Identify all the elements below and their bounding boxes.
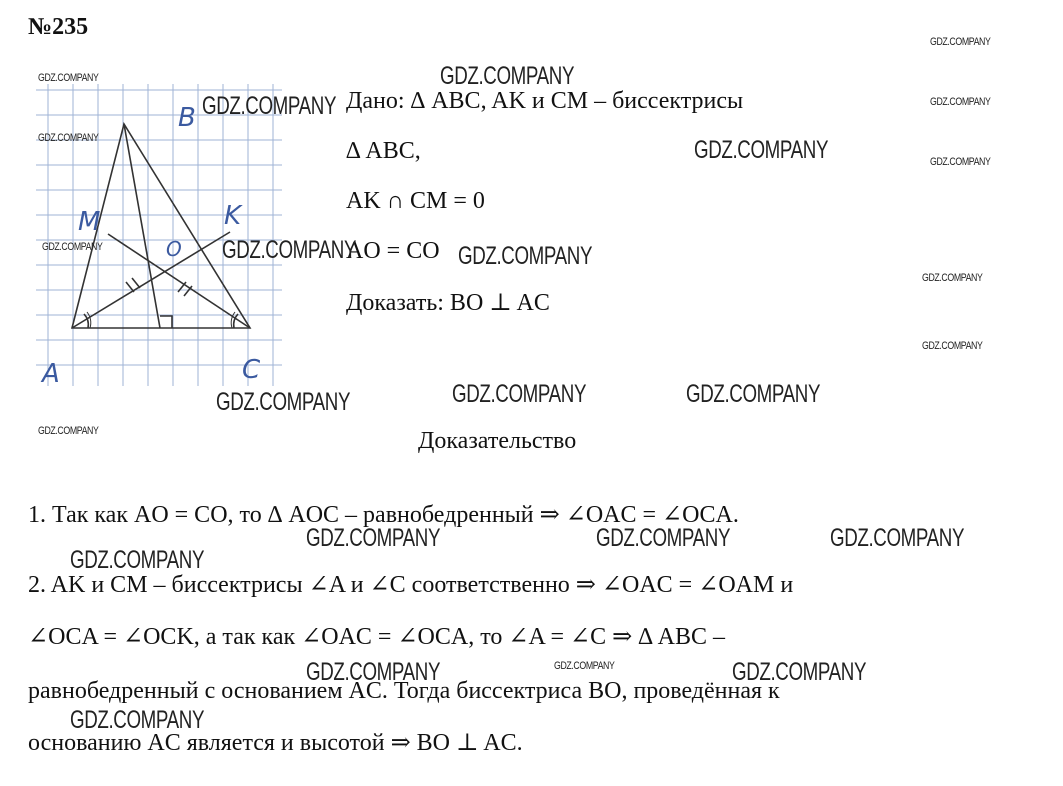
given-line-4: AO = CO: [346, 238, 440, 264]
given-line-2: ∆ ABC,: [346, 138, 421, 164]
watermark: GDZ.COMPANY: [686, 380, 821, 408]
triangle-figure: [36, 84, 282, 386]
watermark: GDZ.COMPANY: [222, 236, 357, 264]
watermark: GDZ.COMPANY: [306, 658, 441, 686]
watermark: GDZ.COMPANY: [930, 156, 991, 168]
watermark: GDZ.COMPANY: [306, 524, 441, 552]
watermark: GDZ.COMPANY: [694, 136, 829, 164]
problem-number: №235: [28, 14, 89, 40]
watermark: GDZ.COMPANY: [830, 524, 965, 552]
watermark: GDZ.COMPANY: [458, 242, 593, 270]
watermark: GDZ.COMPANY: [42, 241, 103, 253]
watermark: GDZ.COMPANY: [930, 96, 991, 108]
label-o: O: [166, 237, 182, 261]
proof-line-1: 1. Так как AO = CO, то ∆ AOC – равнобедренный ⇒ ∠OAC = ∠OCA.: [28, 502, 739, 528]
watermark: GDZ.COMPANY: [922, 272, 983, 284]
watermark: GDZ.COMPANY: [216, 388, 351, 416]
label-b: B: [178, 103, 196, 133]
watermark: GDZ.COMPANY: [930, 36, 991, 48]
watermark: GDZ.COMPANY: [202, 92, 337, 120]
watermark: GDZ.COMPANY: [70, 706, 205, 734]
label-m: M: [78, 207, 101, 237]
proof-line-3: ∠OCA = ∠OCK, а так как ∠OAC = ∠OCA, то ∠A = ∠C ⇒ ∆ ABC –: [28, 624, 725, 650]
watermark: GDZ.COMPANY: [452, 380, 587, 408]
label-a: A: [42, 359, 60, 386]
label-c: C: [242, 355, 261, 385]
given-line-1: Дано: ∆ ABC, AK и CM – биссектрисы: [346, 88, 744, 114]
watermark: GDZ.COMPANY: [70, 546, 205, 574]
graph-grid: [36, 84, 282, 386]
watermark: GDZ.COMPANY: [554, 660, 615, 672]
proof-title: Доказательство: [418, 428, 577, 454]
watermark: GDZ.COMPANY: [38, 425, 99, 437]
watermark: GDZ.COMPANY: [732, 658, 867, 686]
watermark: GDZ.COMPANY: [38, 72, 99, 84]
proof-line-5: основанию AC является и высотой ⇒ BO ⊥ AC.: [28, 730, 523, 756]
given-line-3: AK ∩ CM = 0: [346, 188, 485, 214]
watermark: GDZ.COMPANY: [38, 132, 99, 144]
proof-line-2: 2. AK и CM – биссектрисы ∠A и ∠C соответственно ⇒ ∠OAC = ∠OAM и: [28, 572, 794, 598]
proof-line-4: равнобедренный с основанием AC. Тогда биссектриса BO, проведённая к: [28, 678, 780, 704]
prove-line: Доказать: BO ⊥ AC: [346, 290, 550, 316]
watermark: GDZ.COMPANY: [922, 340, 983, 352]
watermark: GDZ.COMPANY: [440, 62, 575, 90]
label-k: K: [224, 201, 242, 231]
watermark: GDZ.COMPANY: [596, 524, 731, 552]
